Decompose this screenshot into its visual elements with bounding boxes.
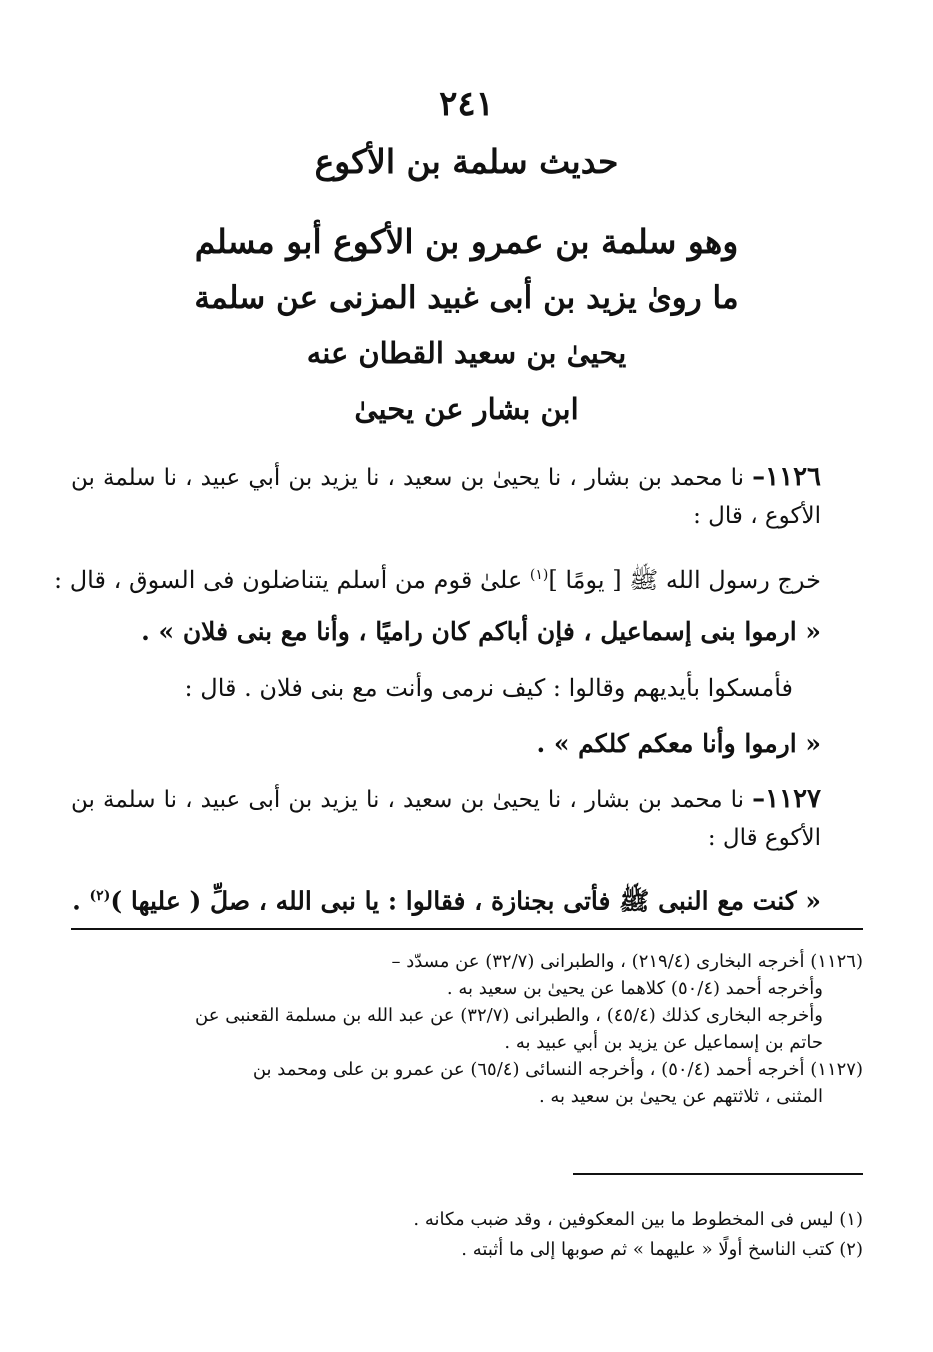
footnote-2: (٢) كتب الناسخ أولًا « عليهما » ثم صوبها إلى ما أثبته . [461, 1239, 863, 1260]
subtitle-2: ما روىٰ يزيد بن أبى غبيد المزنى عن سلمة [194, 280, 739, 316]
footnotes [71, 1205, 863, 1265]
takhrij-divider [71, 928, 863, 930]
hadith-1126-line-3: فأمسكوا بأيديهم وقالوا : كيف نرمى وأنت مع بنى فلان . قال : [184, 674, 793, 702]
hadith-1127-line-1-b: . [72, 886, 90, 916]
footnote-ref-2: (٢) [89, 888, 111, 904]
chapter-title: حديث سلمة بن الأكوع [314, 142, 619, 181]
hadith-1126-isnad-text: نا محمد بن بشار ، نا يحيىٰ بن سعيد ، نا يزيد بن أبي عبيد ، نا سلمة بن الأكوع ، قال : [71, 465, 821, 529]
hadith-1127-line-1 [71, 876, 821, 921]
takhrij-line: (١١٢٧) أخرجه أحمد (٥٠/٤) ، وأخرجه النسائى (٦٥/٤) عن عمرو بن على ومحمد بن [252, 1059, 863, 1080]
takhrij-line: وأخرجه البخارى كذلك (٤٥/٤) ، والطبرانى (٣٢/٧) عن عبد الله بن مسلمة القعنبى عن [195, 1005, 823, 1026]
hadith-1126-line-1 [54, 555, 821, 600]
hadith-1126-line-1-b: علىٰ قوم من أسلم يتناضلون فى السوق ، قال : [54, 566, 530, 594]
hadith-1127-number: ١١٢٧– [752, 784, 821, 814]
subtitle-1: وهو سلمة بن عمرو بن الأكوع أبو مسلم [194, 222, 739, 261]
hadith-1127-isnad [71, 780, 821, 857]
subtitle-4: ابن بشار عن يحيىٰ [354, 392, 579, 426]
takhrij-line: المثنى ، ثلاثتهم عن يحيىٰ بن سعيد به . [538, 1086, 823, 1107]
hadith-1126-line-4: « ارموا وأنا معكم كلكم » . [536, 729, 821, 758]
hadith-1126-isnad [71, 458, 821, 535]
hadith-1126-number: ١١٢٦– [752, 462, 821, 492]
takhrij-notes [71, 948, 863, 1110]
subtitle-3: يحيىٰ بن سعيد القطان عنه [306, 336, 627, 370]
footnote-1: (١) ليس فى المخطوط ما بين المعكوفين ، وقد ضبب مكانه . [413, 1209, 863, 1230]
takhrij-line: وأخرجه أحمد (٥٠/٤) كلاهما عن يحيىٰ بن سعيد به . [446, 978, 823, 999]
page-number: ٢٤١ [439, 84, 494, 124]
footnote-ref-1: (١) [529, 567, 549, 583]
takhrij-line: حاتم بن إسماعيل عن يزيد بن أبي عبيد به . [504, 1032, 823, 1053]
hadith-1126-line-1-a: خرج رسول الله ﷺ [ يومًا ] [548, 566, 821, 594]
hadith-1127-isnad-text: نا محمد بن بشار ، نا يحيىٰ بن سعيد ، نا يزيد بن أبى عبيد ، نا سلمة بن الأكوع قال : [71, 787, 821, 851]
hadith-1126-line-2: « ارموا بنى إسماعيل ، فإن أباكم كان راميًا ، وأنا مع بنى فلان » . [141, 617, 821, 646]
footnote-divider [573, 1173, 863, 1175]
takhrij-line: (١١٢٦) أخرجه البخارى (٢١٩/٤) ، والطبرانى (٣٢/٧) عن مسدّد – [391, 951, 863, 972]
hadith-1127-line-1-a: « كنت مع النبى ﷺ فأتى بجنازة ، فقالوا : يا نبى الله ، صلِّ ( عليها ) [110, 886, 821, 916]
